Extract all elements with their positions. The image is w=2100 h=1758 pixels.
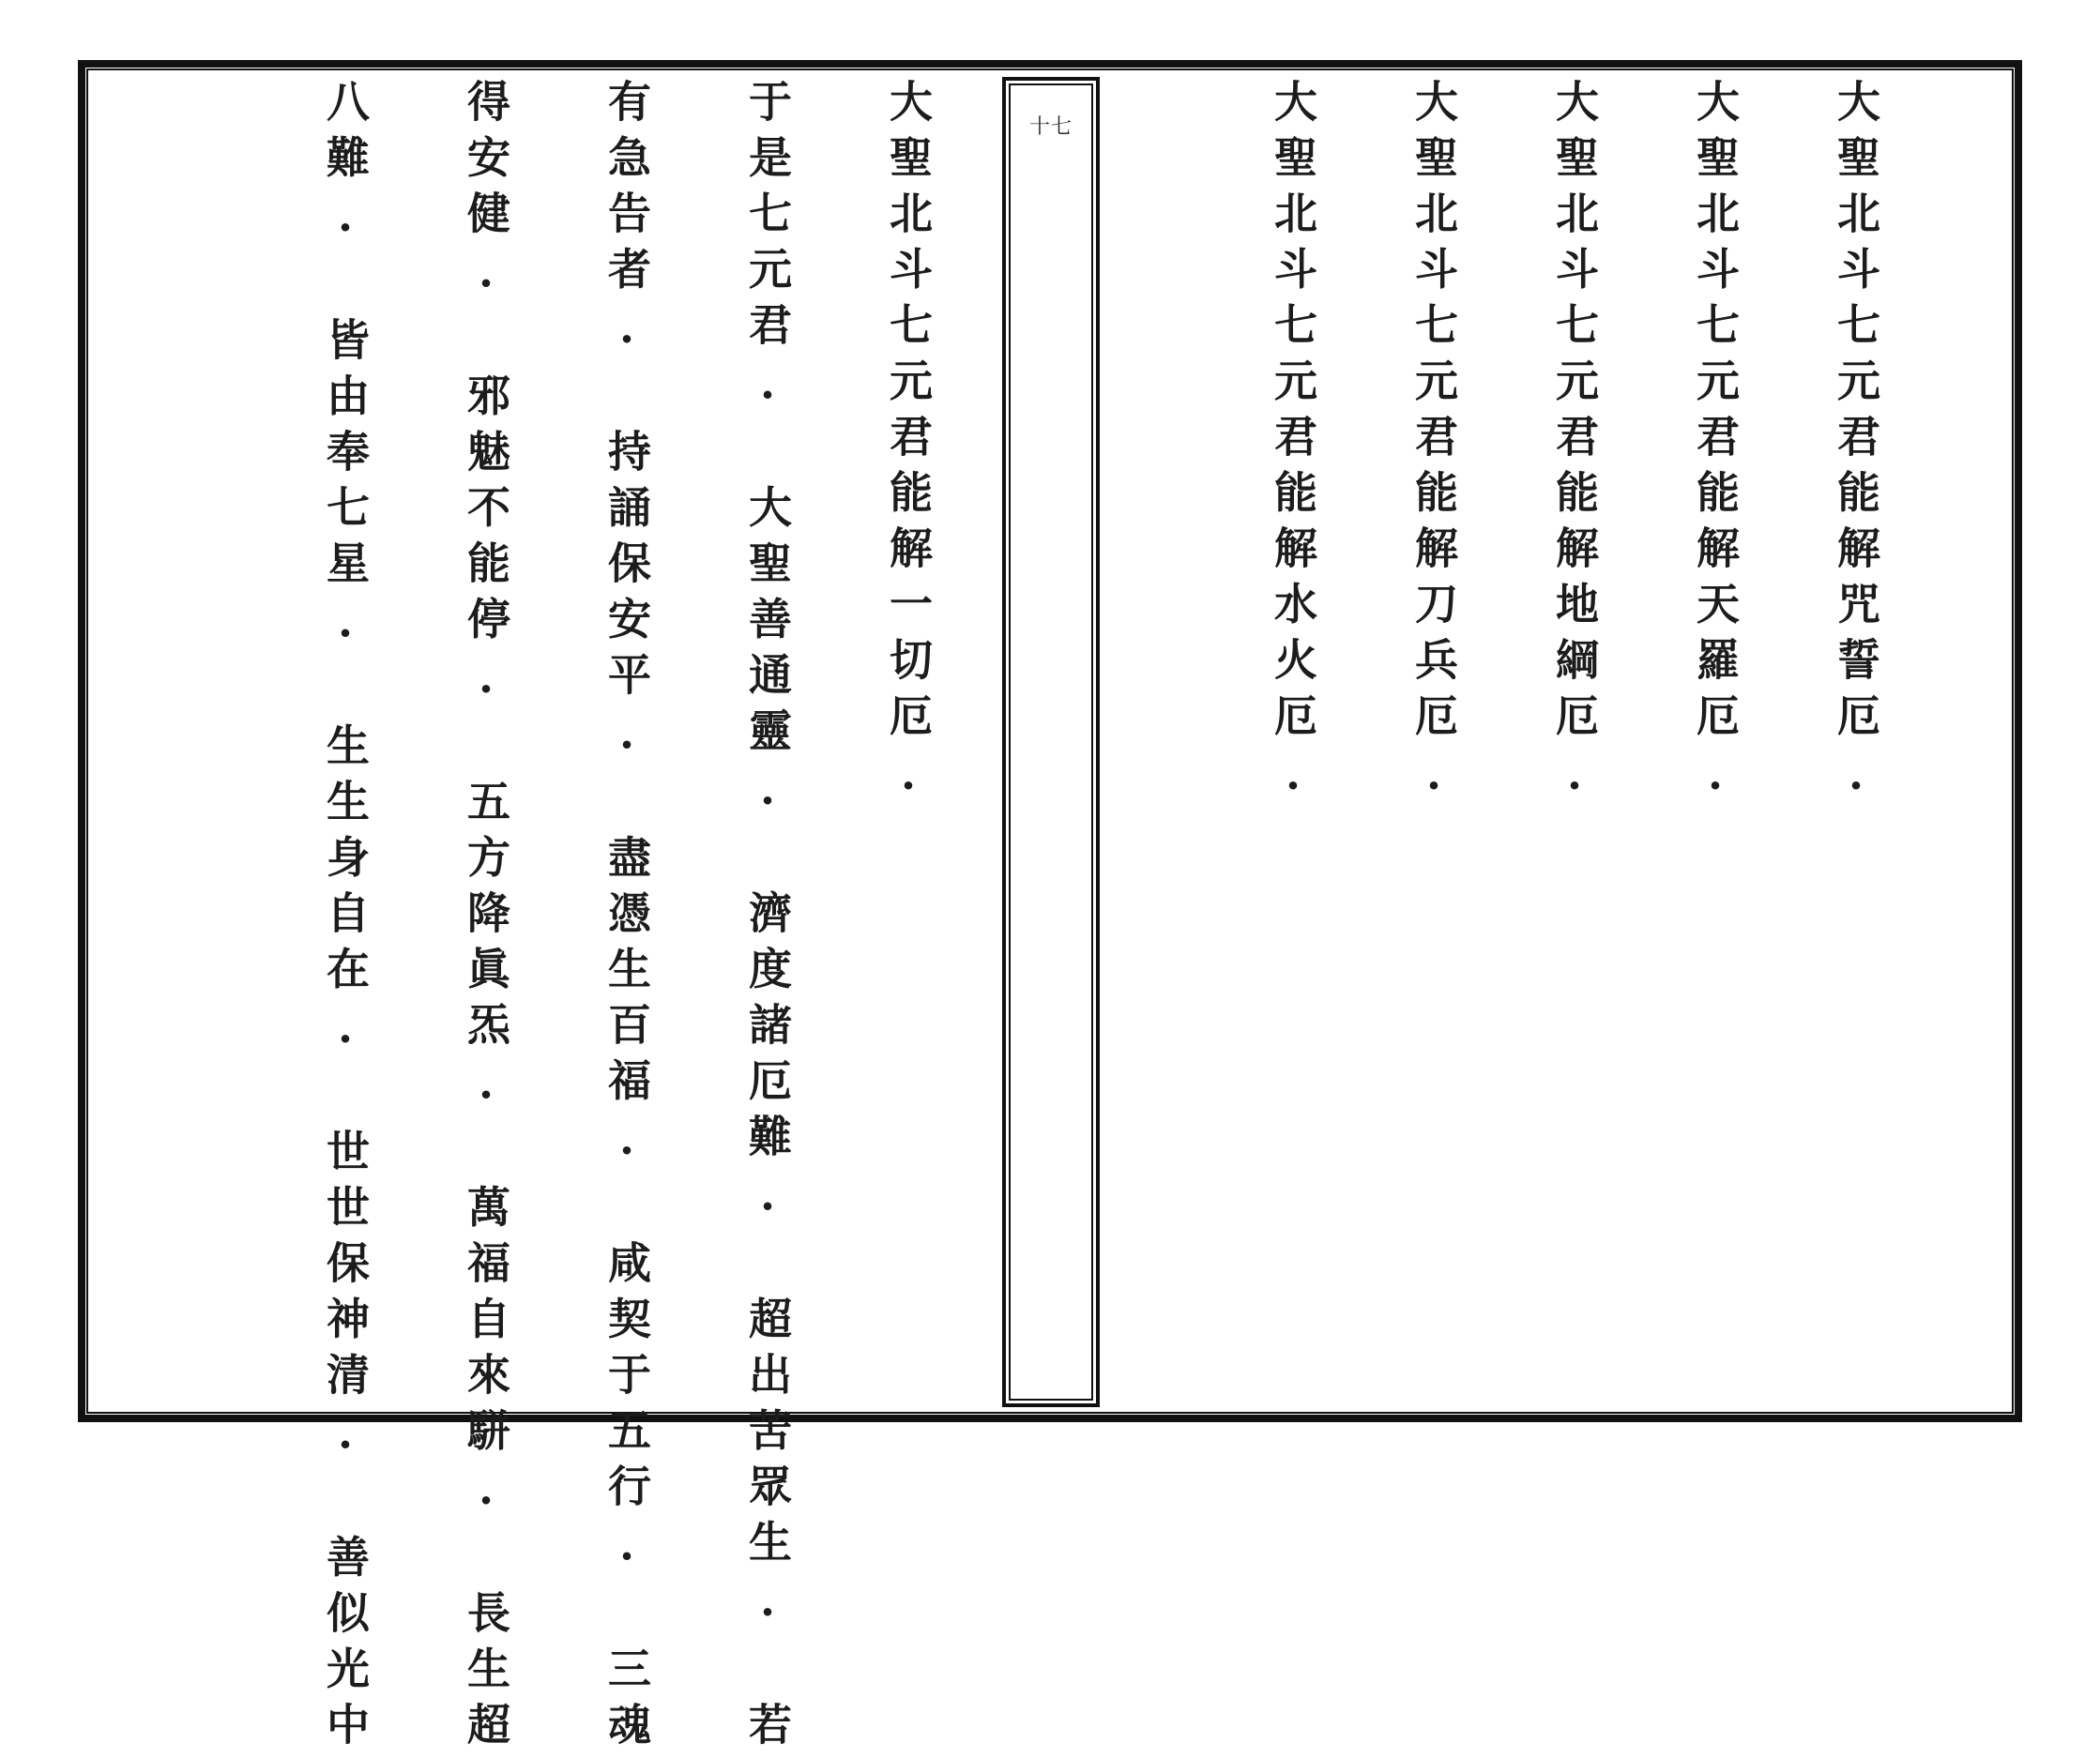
left-page-column-2: 于是七元君. 大聖善通靈. 濟度諸厄難. 超出苦眾生. 若 <box>742 79 793 1758</box>
center-gutter-inner <box>1009 83 1093 1401</box>
right-page-column-5: 大聖北斗七元君能解水火厄. <box>1268 79 1318 812</box>
right-page-column-4: 大聖北斗七元君能解刀兵厄. <box>1408 79 1459 812</box>
left-page-column-4: 得安健. 邪魅不能停. 五方降眞炁. 萬福自來駢. 長生超 <box>461 79 511 1758</box>
right-page-column-3: 大聖北斗七元君能解地綱厄. <box>1549 79 1600 812</box>
left-page-column-1: 大聖北斗七元君能解一切厄. <box>883 79 934 812</box>
right-page-column-2: 大聖北斗七元君能解天羅厄. <box>1690 79 1741 812</box>
left-page-column-5: 八難. 皆由奉七星. 生生身自在. 世世保神清. 善似光中 <box>320 79 371 1758</box>
left-page-column-3: 有急告者. 持誦保安平. 盡憑生百福. 咸契于五行. 三魂 <box>601 79 652 1758</box>
right-page-column-1: 大聖北斗七元君能解咒誓厄. <box>1831 79 1881 812</box>
page-number: 十七 <box>1028 115 1073 139</box>
